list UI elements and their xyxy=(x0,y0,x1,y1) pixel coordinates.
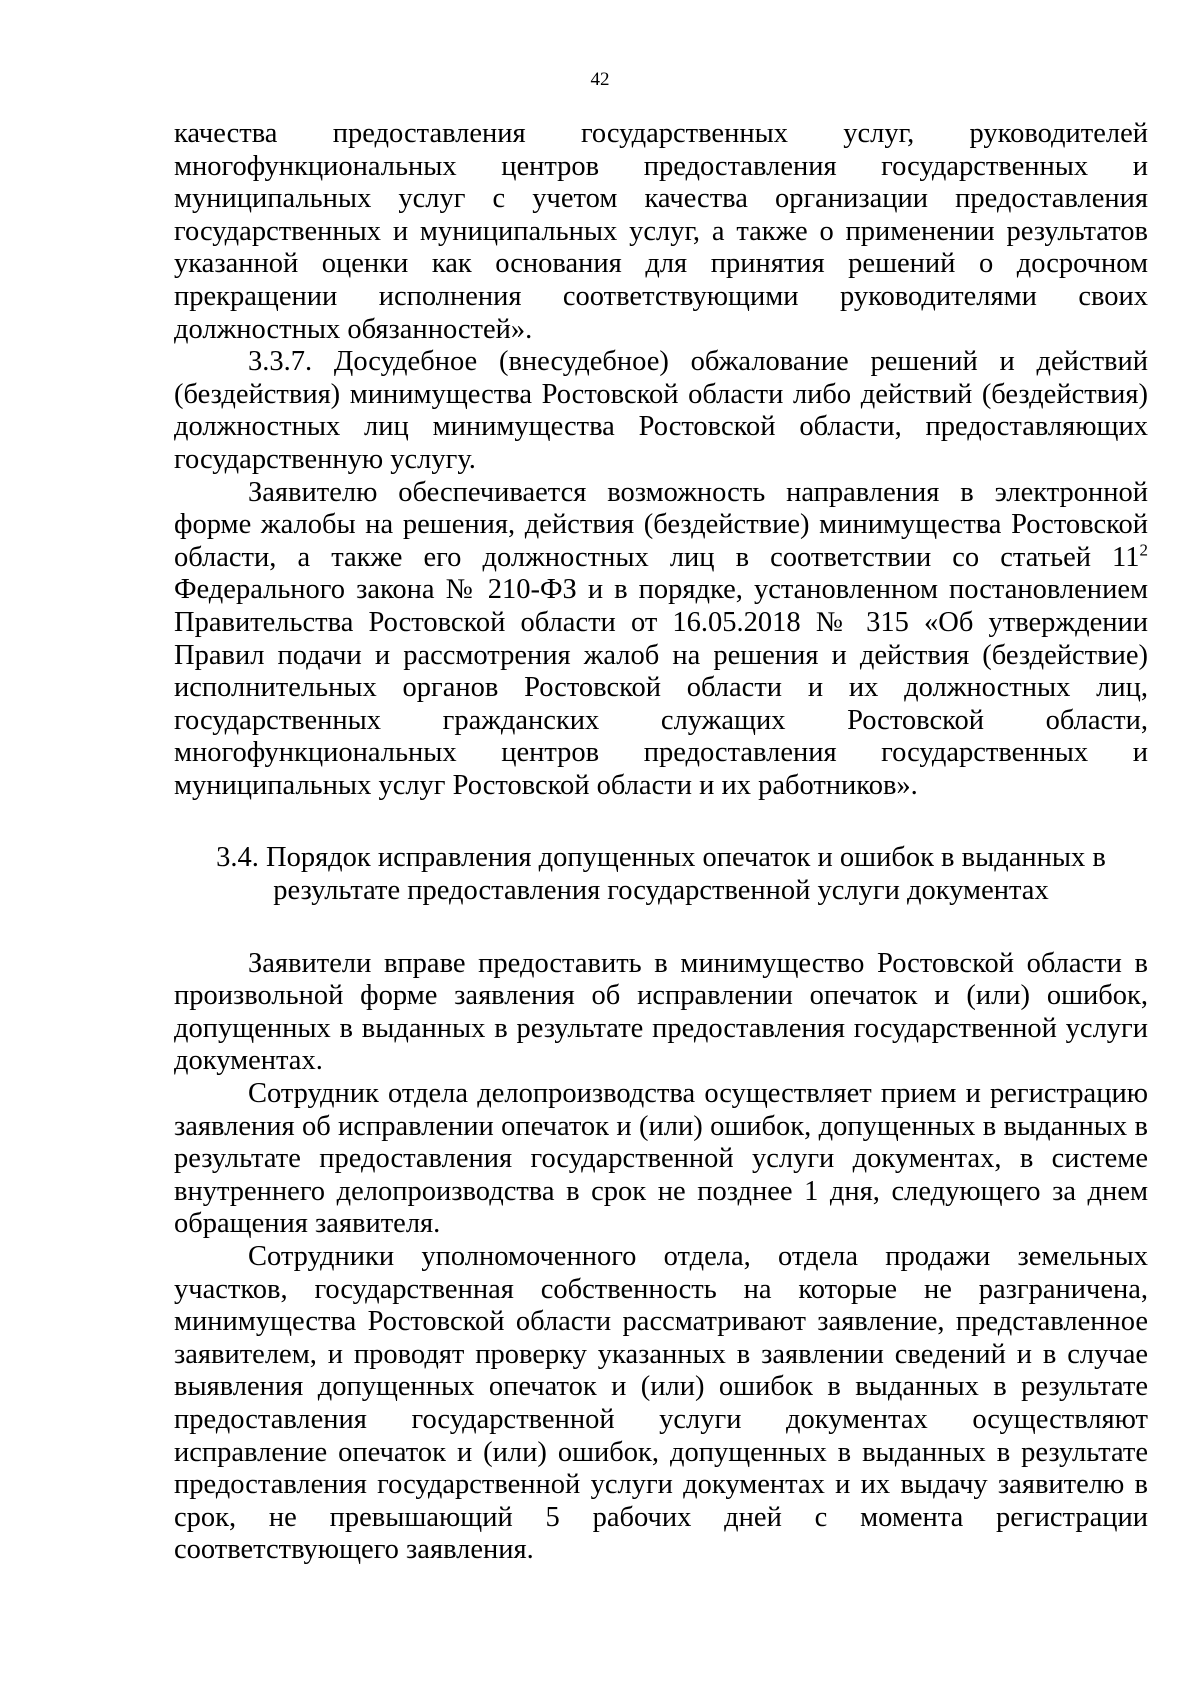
appeal-text-start: Заявителю обеспечивается возможность направления в электронной форме жалобы на решения, действия (бездействие) минимущества Ростовской области, а также его должностных лиц в соответствии со статьей 11 xyxy=(174,476,1148,573)
appeal-text-end: Федерального закона № 210-ФЗ и в порядке, установленном постановлением Правительства Ростовской области от 16.05.2018 № 315 «Об утверждении Правил подачи и рассмотрения жалоб на решения и действия (бездействие) исполнительных органов Ростовской области и их должностных лиц, государственных гражданских служащих Ростовской области, многофункциональных центров предоставления государственных и муниципальных услуг Ростовской области и их работников». xyxy=(174,574,1148,801)
paragraph-3-3-7: 3.3.7. Досудебное (внесудебное) обжалование решений и действий (бездействия) минимущества Ростовской области либо действий (бездействия) должностных лиц минимущества Ростовской области, предоставляющих государственную услугу. xyxy=(174,346,1148,475)
section-heading-line-1: 3.4. Порядок исправления допущенных опечаток и ошибок в выданных в xyxy=(216,842,1106,874)
section-heading-line-2: результате предоставления государственной услуги документах xyxy=(273,875,1049,907)
section-heading-3-4 xyxy=(174,842,1148,907)
paragraph-applicants-right: Заявители вправе предоставить в минимущество Ростовской области в произвольной форме заявления об исправлении опечаток и (или) ошибок, допущенных в выданных в результате предоставления государственной услуги документах. xyxy=(174,947,1148,1077)
paragraph-registration: Сотрудник отдела делопроизводства осуществляет прием и регистрацию заявления об исправлении опечаток и (или) ошибок, допущенных в выданных в результате предоставления государственной услуги документах, в системе внутреннего делопроизводства в срок не позднее 1 дня, следующего за днем обращения заявителя. xyxy=(174,1078,1148,1240)
paragraph-review: Сотрудники уполномоченного отдела, отдела продажи земельных участков, государственная собственность на которые не разграничена, минимущества Ростовской области рассматривают заявление, представленное заявителем, и проводят проверку указанных в заявлении сведений и в случае выявления допущенных опечаток и (или) ошибок в выданных в результате предоставления государственной услуги документах осуществляют исправление опечаток и (или) ошибок, допущенных в выданных в результате предоставления государственной услуги документах и их выдачу заявителю в срок, не превышающий 5 рабочих дней с момента регистрации соответствующего заявления. xyxy=(174,1241,1148,1566)
paragraph-continuation: качества предоставления государственных услуг, руководителей многофункциональных центров предоставления государственных и муниципальных услуг с учетом качества организации предоставления государственных и муниципальных услуг, а также о применении результатов указанной оценки как основания для принятия решений о досрочном прекращении исполнения соответствующими руководителями своих должностных обязанностей». xyxy=(174,118,1148,345)
document-body xyxy=(174,118,1148,1567)
page-number: 42 xyxy=(590,69,610,90)
article-superscript: 2 xyxy=(1139,540,1148,560)
paragraph-appeal xyxy=(174,477,1148,803)
